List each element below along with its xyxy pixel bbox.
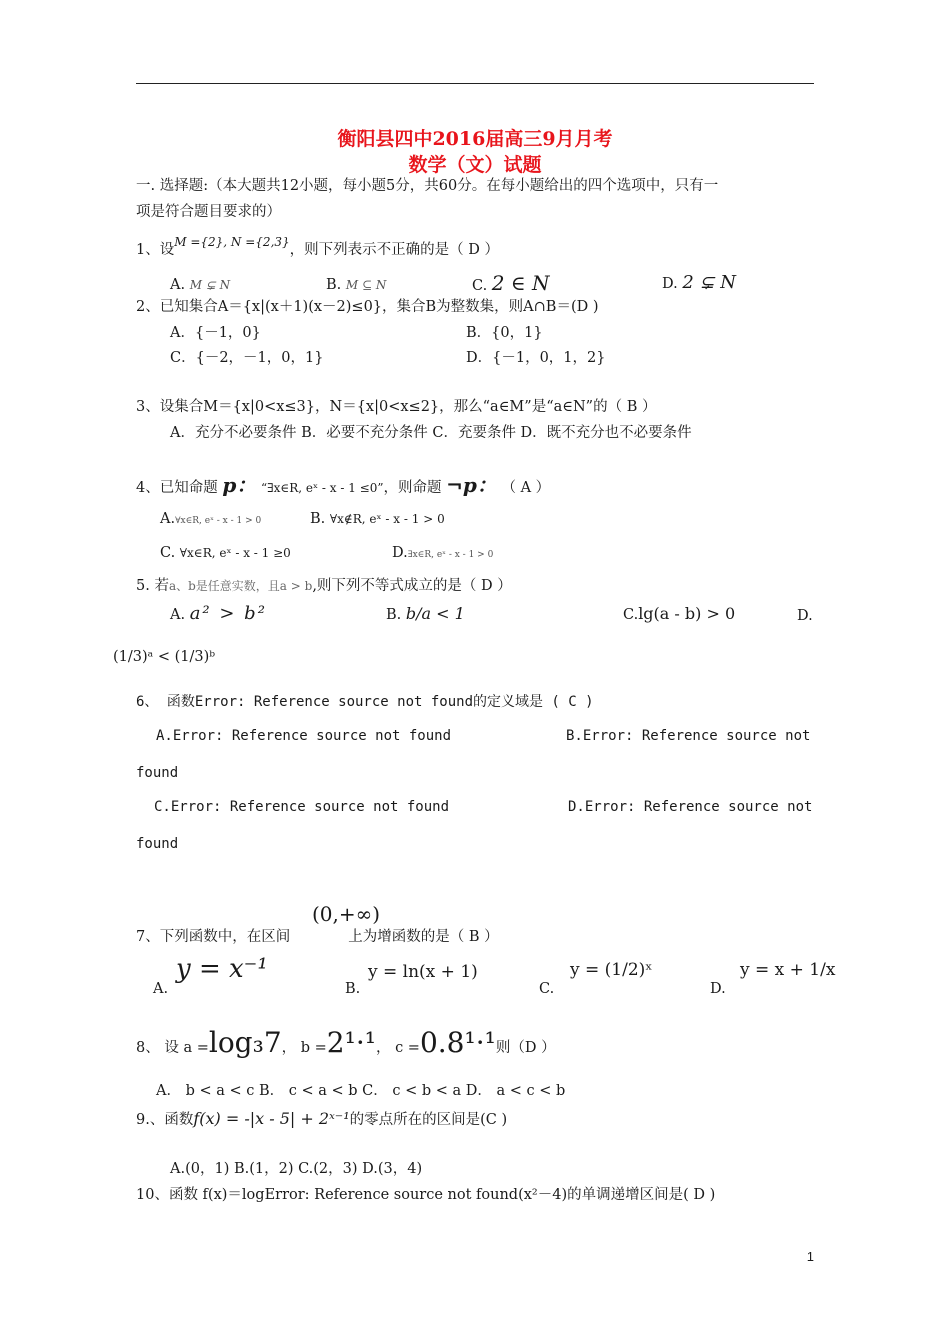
q7-option-b-math: y = ln(x + 1) — [368, 962, 478, 982]
section-intro-line1: 一. 选择题:（本大题共12小题，每小题5分，共60分。在每小题给出的四个选项中，只有一 — [136, 178, 719, 194]
q6-option-a: A.Error: Reference source not found — [156, 728, 452, 744]
q4-option-b: B. ∀x∉R, eˣ - x - 1 > 0 — [310, 511, 445, 527]
q7-option-d-math: y = x + 1/x — [740, 960, 836, 980]
q5-stem: 5. 若a、b是任意实数，且a > b,则下列不等式成立的是（ D ） — [136, 578, 512, 594]
q7-option-a-math: y = x⁻¹ — [176, 954, 268, 984]
q4-option-d: D.∃x∈R, eˣ - x - 1 > 0 — [392, 545, 494, 561]
q4-option-c: C. ∀x∈R, eˣ - x - 1 ≥0 — [160, 545, 291, 561]
q5-option-d-math: (1/3)ᵃ < (1/3)ᵇ — [113, 649, 216, 665]
q7-option-d-label: D. — [710, 981, 726, 997]
q1-option-c: C. 2 ∈ N — [472, 271, 550, 295]
exam-title: 衡阳县四中2016届高三9月月考 — [337, 128, 613, 150]
q3-stem: 3、设集合M＝{x|0<x≤3}，N＝{x|0<x≤2}，那么“a∈M”是“a∈N”的（ B ） — [136, 399, 657, 415]
q5-option-a: A. a² > b² — [170, 603, 267, 624]
q6-option-d: D.Error: Reference source not — [568, 799, 813, 815]
q2-stem: 2、已知集合A＝{x|(x＋1)(x－2)≤0}，集合B为整数集，则A∩B＝(D ) — [136, 299, 599, 315]
q1-stem: 1、设$^{M =\{2\}, N =\{2,3\}}$，则下列表示不正确的是（ D ） — [136, 235, 499, 258]
q9-stem: 9.、函数f(x) = -|x - 5| + 2ˣ⁻¹的零点所在的区间是(C ) — [136, 1109, 508, 1128]
q1-option-a: A. M ⊊ N — [170, 277, 231, 293]
q6-option-b-cont: found — [136, 765, 179, 781]
q3-options: A．充分不必要条件 B．必要不充分条件 C．充要条件 D．既不充分也不必要条件 — [170, 425, 692, 441]
q7-option-c-math: y = (1/2)ˣ — [570, 960, 653, 980]
q7-option-b-label: B. — [345, 981, 361, 997]
q6-option-d-cont: found — [136, 836, 179, 852]
page-number: 1 — [806, 1249, 814, 1264]
q7-option-a-label: A. — [153, 981, 169, 997]
q8-options: A． b < a < c B． c < a < b C． c < b < a D． a < c < b — [156, 1083, 566, 1099]
q7-interval: (0,+∞) — [312, 902, 381, 926]
section-intro-line2: 项是符合题目要求的） — [136, 204, 281, 220]
q1-set-def: M ={2}, N ={2,3} — [174, 235, 290, 249]
q5-option-c: C.lg(a - b) > 0 — [623, 604, 736, 623]
q2-option-c: C．{－2，－1，0，1} — [170, 350, 324, 366]
q1-option-d: D. 2 ⊊ N — [662, 272, 737, 293]
q9-options: A.(0，1) B.(1，2) C.(2，3) D.(3，4) — [170, 1161, 423, 1177]
q1-option-b: B. M ⊆ N — [326, 277, 387, 293]
q5-option-b: B. b/a < 1 — [386, 604, 465, 623]
q2-option-a: A．{－1，0} — [170, 325, 261, 341]
q2-option-b: B．{0，1} — [466, 325, 543, 341]
exam-subtitle: 数学（文）试题 — [408, 154, 542, 176]
q6-option-c: C.Error: Reference source not found — [154, 799, 450, 815]
header-rule — [136, 83, 814, 84]
q4-option-a: A.∀x∈R, eˣ - x - 1 > 0 — [160, 511, 262, 527]
q10-stem: 10、函数 f(x)＝logError: Reference source not found(x²－4)的单调递增区间是( D ) — [136, 1187, 716, 1203]
q4-stem: 4、已知命题 p： “∃x∈R, eˣ - x - 1 ≤0”，则命题 ¬p： （ A ） — [136, 473, 551, 497]
q6-option-b: B.Error: Reference source not — [566, 728, 811, 744]
q5-option-d-label: D. — [797, 608, 813, 624]
q7-stem: 7、下列函数中，在区间 上为增函数的是（ B ） — [136, 929, 499, 945]
q8-stem: 8、 设 a =log₃7， b =2¹·¹， c =0.8¹·¹则（D ） — [136, 1026, 556, 1059]
q7-option-c-label: C. — [539, 981, 555, 997]
q6-stem: 6、 函数Error: Reference source not found的定义域是 ( C ) — [136, 694, 594, 710]
q2-option-d: D．{－1，0，1，2} — [466, 350, 606, 366]
